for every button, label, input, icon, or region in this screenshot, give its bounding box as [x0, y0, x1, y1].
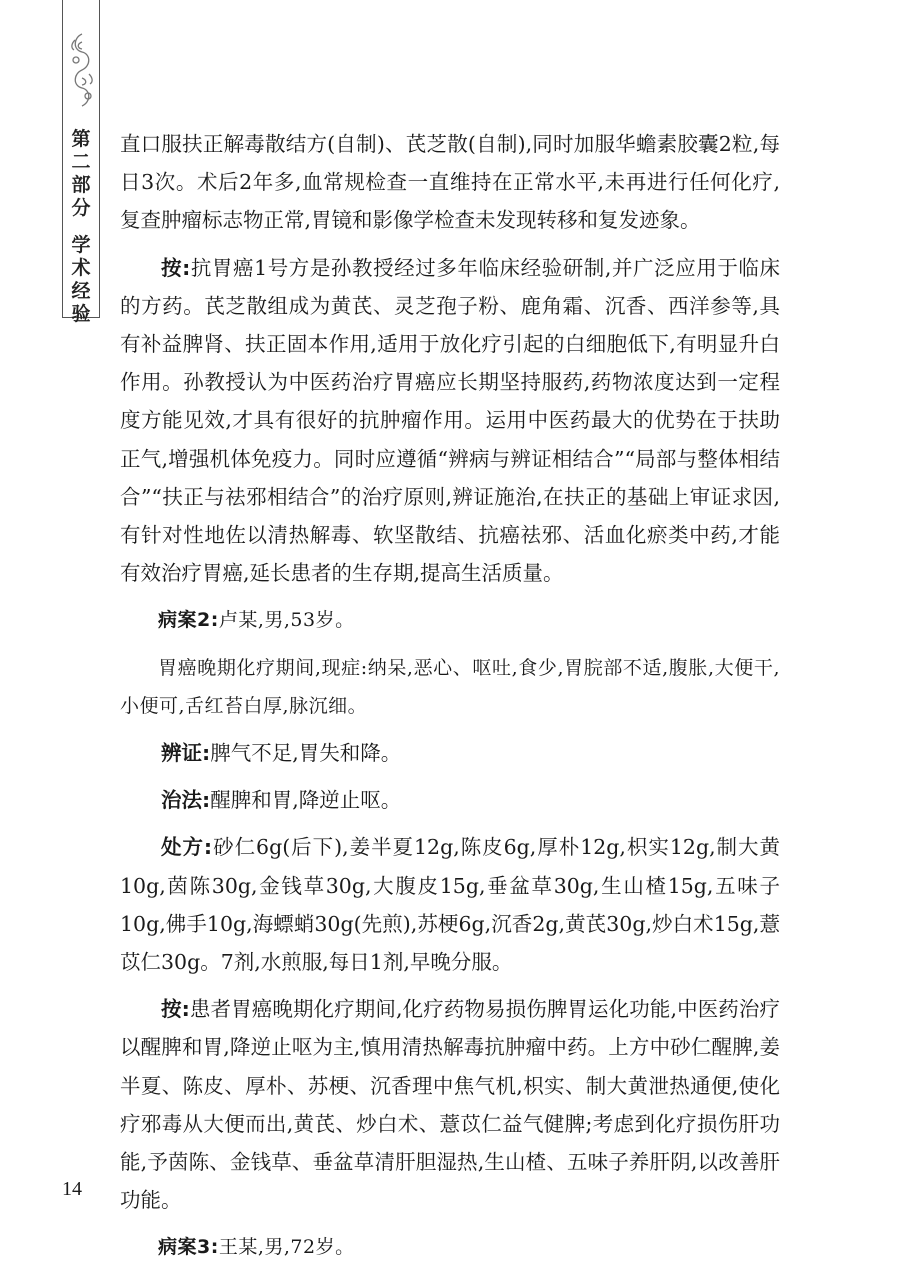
- part-char: 二: [71, 151, 91, 173]
- decorative-scroll-icon: [67, 30, 97, 110]
- paragraph-label: 按:: [161, 255, 191, 280]
- paragraph-label: 按:: [161, 997, 190, 1022]
- paragraph-label: 处方:: [161, 835, 213, 860]
- paragraph-text: 王某,男,72岁。: [218, 1236, 355, 1259]
- part-char: 部: [71, 174, 91, 196]
- section-char: 术: [71, 257, 91, 279]
- body-text: [120, 125, 780, 1276]
- part-char: 分: [71, 197, 91, 219]
- paragraph-text: 脾气不足,胃失和降。: [210, 741, 402, 766]
- paragraph-commentary: [120, 249, 780, 593]
- paragraph-label: 病案2:: [158, 609, 219, 632]
- paragraph-label: 治法:: [161, 788, 211, 813]
- paragraph-treatment: [120, 781, 780, 819]
- paragraph-case-heading: [120, 1228, 780, 1266]
- page-number: 14: [62, 1178, 82, 1200]
- section-char: 验: [71, 303, 91, 325]
- section-char: 经: [71, 280, 91, 302]
- paragraph-prescription: [120, 828, 780, 981]
- paragraph-text: 直口服扶正解毒散结方(自制)、芪芝散(自制),同时加服华蟾素胶囊2粒,每日3次。术后2年多,血常规检查一直维持在正常水平,未再进行任何化疗,复查肿瘤标志物正常,胃镜和影像学检查未发现转移和复发迹象。: [120, 132, 780, 233]
- paragraph-text: 卢某,男,53岁。: [218, 609, 355, 632]
- section-char: 学: [71, 234, 91, 256]
- paragraph-diagnosis: [120, 734, 780, 772]
- paragraph-text: 患者胃癌晚期化疗期间,化疗药物易损伤脾胃运化功能,中医药治疗以醒脾和胃,降逆止呕为主,慎用清热解毒抗肿瘤中药。上方中砂仁醒脾,姜半夏、陈皮、厚朴、苏梗、沉香理中焦气机,枳实、制大黄泄热通便,使化疗邪毒从大便而出,黄芪、炒白术、薏苡仁益气健脾;考虑到化疗损伤肝功能,予茵陈、金钱草、垂盆草清肝胆湿热,生山楂、五味子养肝阴,以改善肝功能。: [120, 997, 781, 1213]
- paragraph-text: 砂仁6g(后下),姜半夏12g,陈皮6g,厚朴12g,枳实12g,制大黄10g,茵陈30g,金钱草30g,大腹皮15g,垂盆草30g,生山楂15g,五味子10g,佛手10g,海螵蛸30g(先煎),苏梗6g,沉香2g,黄芪30g,炒白术15g,薏苡仁30g。7剂,水煎服,每日1剂,早晚分服。: [120, 835, 780, 975]
- paragraph-text: 醒脾和胃,降逆止呕。: [210, 788, 402, 813]
- paragraph-label: 辨证:: [161, 741, 211, 766]
- paragraph-continuation: [120, 125, 780, 240]
- paragraph-symptoms: [120, 649, 780, 725]
- paragraph-commentary: [120, 990, 780, 1219]
- part-section-title: [63, 128, 99, 326]
- paragraph-text: 抗胃癌1号方是孙教授经过多年临床经验研制,并广泛应用于临床的方药。芪芝散组成为黄芪、灵芝孢子粉、鹿角霜、沉香、西洋参等,具有补益脾肾、扶正固本作用,适用于放化疗引起的白细胞低下,有明显升白作用。孙教授认为中医药治疗胃癌应长期坚持服药,药物浓度达到一定程度方能见效,才具有很好的抗肿瘤作用。运用中医药最大的优势在于扶助正气,增强机体免疫力。同时应遵循“辨病与辨证相结合”“局部与整体相结合”“扶正与祛邪相结合”的治疗原则,辨证施治,在扶正的基础上审证求因,有针对性地佐以清热解毒、软坚散结、抗癌祛邪、活血化瘀类中药,才能有效治疗胃癌,延长患者的生存期,提高生活质量。: [120, 255, 780, 586]
- paragraph-label: 病案3:: [158, 1236, 219, 1259]
- paragraph-text: 胃癌晚期化疗期间,现症:纳呆,恶心、呕吐,食少,胃脘部不适,腹胀,大便干,小便可,舌红苔白厚,脉沉细。: [120, 656, 780, 717]
- paragraph-case-heading: [120, 601, 780, 639]
- section-sidebar: [62, 0, 100, 325]
- part-char: 第: [71, 128, 91, 150]
